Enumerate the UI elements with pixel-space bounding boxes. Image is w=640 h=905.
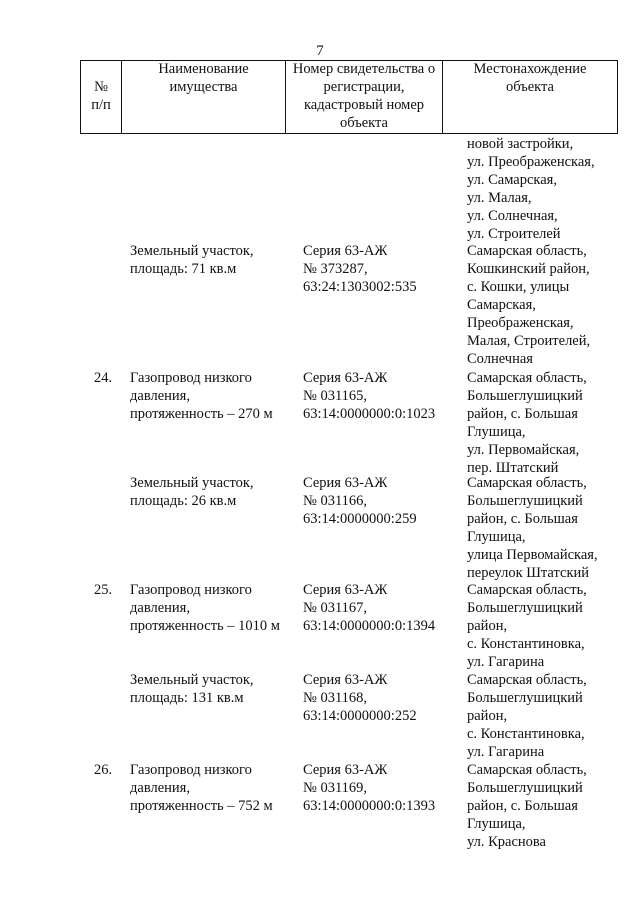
registration-number-line: 63:14:0000000:252 [303,708,417,724]
location-line: Самарская область, [467,370,587,386]
registration-number-line: № 031169, [303,780,368,796]
registration-number-line: № 031168, [303,690,368,706]
registration-number-cell [303,581,435,635]
header-number-line: № [94,79,108,95]
location-line: с. Константиновка, [467,636,585,652]
location-line: ул. Малая, [467,190,532,206]
property-name-cell [130,671,254,707]
location-line: Большеглушицкий [467,690,583,706]
location-line: переулок Штатский [467,565,590,581]
registration-number-line: 63:24:1303002:535 [303,279,417,295]
location-line: Глушица, [467,424,526,440]
location-cell [467,242,590,368]
location-line: ул. Краснова [467,834,546,850]
property-name-line: площадь: 131 кв.м [130,690,244,706]
property-name-line: площадь: 26 кв.м [130,493,237,509]
property-name-line: протяженность – 752 м [130,798,273,814]
property-name-line: протяженность – 1010 м [130,618,280,634]
location-line: ул. Самарская, [467,172,557,188]
registration-number-line: 63:14:0000000:0:1394 [303,618,436,634]
location-line: ул. Солнечная, [467,208,558,224]
location-cell [467,581,587,671]
header-registration-line: кадастровый номер [303,97,425,113]
registration-number-line: 63:14:0000000:0:1393 [303,798,436,814]
header-registration-line: Номер свидетельства о [292,61,436,77]
location-line: Большеглушицкий [467,780,583,796]
location-cell [467,761,587,851]
page-number: 7 [316,43,324,59]
location-line: новой застройки, [467,136,574,152]
header-location-line: объекта [505,79,554,95]
header-number-line: п/п [91,97,111,113]
property-name-line: давления, [130,780,190,796]
property-name-line: протяженность – 270 м [130,406,273,422]
location-line: с. Кошки, улицы [467,279,570,295]
location-line: Самарская область, [467,475,587,491]
row-number: 25. [94,582,113,598]
property-name-cell [130,474,254,510]
property-name-line: Земельный участок, [130,475,254,491]
registration-number-line: № 031166, [303,493,368,509]
header-number [81,61,122,134]
row-number: 24. [94,370,113,386]
registration-number-line: Серия 63-АЖ [303,475,388,491]
location-line: Самарская область, [467,582,587,598]
property-name-cell [130,242,254,278]
location-line: Большеглушицкий [467,493,583,509]
location-line: Самарская, [467,297,536,313]
registration-number-line: 63:14:0000000:259 [303,511,417,527]
location-line: район, с. Большая [467,406,578,422]
location-line: район, с. Большая [467,798,578,814]
location-line: Большеглушицкий [467,388,583,404]
location-line: Глушица, [467,816,526,832]
header-name-line: Наименование [158,61,249,77]
registration-number-cell [303,242,417,296]
registration-number-cell [303,474,417,528]
table-header [80,60,618,134]
property-name-line: Газопровод низкого [130,370,252,386]
property-name-line: площадь: 71 кв.м [130,261,237,277]
property-name-line: Газопровод низкого [130,582,252,598]
property-name-line: Газопровод низкого [130,762,252,778]
header-registration-line: объекта [339,115,388,131]
row-number: 26. [94,762,113,778]
registration-number-cell [303,369,435,423]
property-name-cell [130,581,280,635]
location-cell [467,671,587,761]
property-name-cell [130,369,273,423]
registration-number-line: № 031165, [303,388,368,404]
location-line: ул. Первомайская, [467,442,580,458]
header-location-line: Местонахождение [473,61,587,77]
location-line: ул. Строителей [467,226,561,242]
location-cell [467,474,598,582]
location-line: Самарская область, [467,243,587,259]
registration-number-line: Серия 63-АЖ [303,370,388,386]
header-registration [286,61,443,134]
location-line: ул. Преображенская, [467,154,595,170]
registration-number-cell [303,671,417,725]
registration-number-line: № 031167, [303,600,368,616]
registration-number-line: Серия 63-АЖ [303,672,388,688]
property-name-line: Земельный участок, [130,243,254,259]
header-location [443,61,618,134]
location-line: Малая, Строителей, [467,333,591,349]
location-line: ул. Гагарина [467,744,545,760]
header-name [122,61,286,134]
property-name-line: давления, [130,600,190,616]
location-cell [467,135,595,243]
location-line: пер. Штатский [467,460,559,476]
location-line: ул. Гагарина [467,654,545,670]
location-line: улица Первомайская, [467,547,598,563]
header-registration-line: регистрации, [323,79,405,95]
property-name-cell [130,761,273,815]
registration-number-line: Серия 63-АЖ [303,243,388,259]
location-line: с. Константиновка, [467,726,585,742]
location-line: Солнечная [467,351,533,367]
property-name-line: давления, [130,388,190,404]
registration-number-line: № 373287, [303,261,368,277]
location-line: район, [467,708,508,724]
location-line: Преображенская, [467,315,574,331]
location-line: район, [467,618,508,634]
registration-number-line: 63:14:0000000:0:1023 [303,406,436,422]
registration-number-line: Серия 63-АЖ [303,582,388,598]
location-cell [467,369,587,477]
location-line: Самарская область, [467,672,587,688]
registration-number-line: Серия 63-АЖ [303,762,388,778]
location-line: Глушица, [467,529,526,545]
location-line: Большеглушицкий [467,600,583,616]
registration-number-cell [303,761,435,815]
header-name-line: имущества [169,79,238,95]
property-name-line: Земельный участок, [130,672,254,688]
location-line: район, с. Большая [467,511,578,527]
location-line: Кошкинский район, [467,261,590,277]
location-line: Самарская область, [467,762,587,778]
